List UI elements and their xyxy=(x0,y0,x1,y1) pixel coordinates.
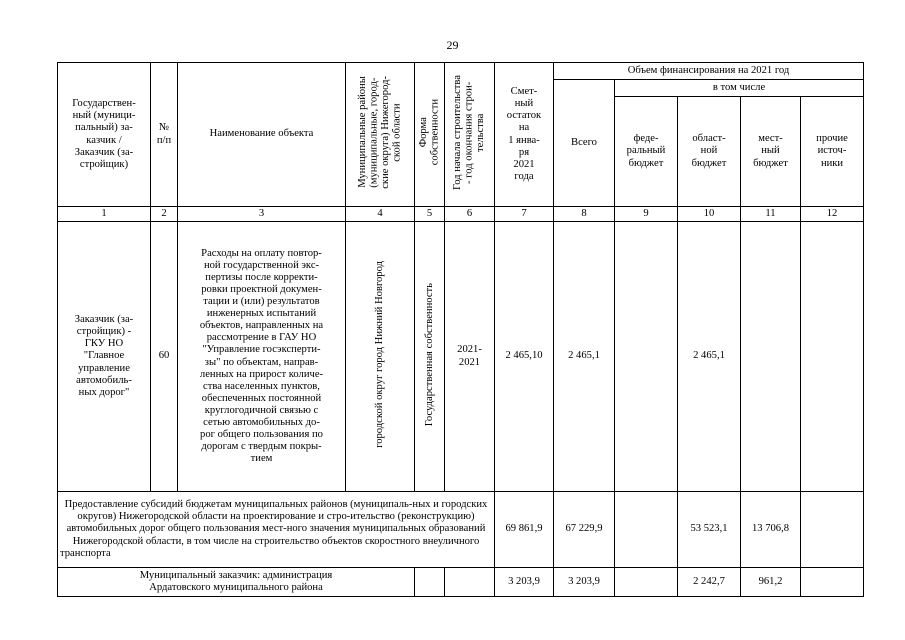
row60-total: 2 465,1 xyxy=(554,222,615,492)
ardatov-local: 961,2 xyxy=(741,568,801,597)
header-total: Всего xyxy=(554,80,615,207)
row60-number: 60 xyxy=(151,222,178,492)
subsidies-description: Предоставление субсидий бюджетам муниципальных районов (муниципаль-ных и городских округов) Нижегородской области на проектирование и стро-ительство (реконструкцию) автомобильных дорог общего пользования мест-ного значения муниципальных образований Нижегородской области, в том числе на строительство объектов скоростного внеуличного транспорта xyxy=(58,492,495,568)
row60-years: 2021- 2021 xyxy=(445,222,495,492)
row60-regional: 2 465,1 xyxy=(678,222,741,492)
header-regional-budget: област- ной бюджет xyxy=(678,97,741,207)
row60-local xyxy=(741,222,801,492)
column-number: 10 xyxy=(678,207,741,222)
row60-customer: Заказчик (за- стройщик) - ГКУ НО "Главное управление автомобиль- ных дорог" xyxy=(58,222,151,492)
header-federal-budget: феде- ральный бюджет xyxy=(615,97,678,207)
financing-table xyxy=(57,62,864,597)
ardatov-estimate-balance: 3 203,9 xyxy=(495,568,554,597)
ardatov-federal xyxy=(615,568,678,597)
column-number: 5 xyxy=(415,207,445,222)
column-number: 6 xyxy=(445,207,495,222)
column-number: 8 xyxy=(554,207,615,222)
row60-estimate-balance: 2 465,10 xyxy=(495,222,554,492)
ardatov-years-empty xyxy=(445,568,495,597)
header-other-sources: прочие источ- ники xyxy=(801,97,864,207)
row60-other xyxy=(801,222,864,492)
ardatov-total: 3 203,9 xyxy=(554,568,615,597)
header-districts: Муниципальные районы (муниципальные, город- ские округа) Нижегород- ской области xyxy=(346,63,415,207)
header-local-budget: мест- ный бюджет xyxy=(741,97,801,207)
column-number: 12 xyxy=(801,207,864,222)
column-number: 1 xyxy=(58,207,151,222)
subsidies-other xyxy=(801,492,864,568)
column-number: 4 xyxy=(346,207,415,222)
header-financing-title: Объем финансирования на 2021 год xyxy=(554,63,864,80)
subsidies-federal xyxy=(615,492,678,568)
row60-object-name: Расходы на оплату повтор- ной государственной экс- пертизы после корректи- ровки проектной докумен- тации и (или) результатов инженерных испытаний объектов, направленных на рассмотрение в ГАУ НО "Управление госэксперти- зы" по объектам, направ- ленных на прирост количе- ства населенных пунктов, обеспеченных постоянной круглогодичной связью с сетью автомобильных до- рог общего пользования по дорогам с твердым покры- тием xyxy=(178,222,346,492)
header-construction-years: Год начала строительства - год окончания строи- тельства xyxy=(445,63,495,207)
subsidies-total: 67 229,9 xyxy=(554,492,615,568)
header-including: в том числе xyxy=(615,80,864,97)
ardatov-regional: 2 242,7 xyxy=(678,568,741,597)
row60-district: городской округ город Нижний Новгород xyxy=(346,222,415,492)
column-number: 2 xyxy=(151,207,178,222)
header-object-name: Наименование объекта xyxy=(178,63,346,207)
column-number: 11 xyxy=(741,207,801,222)
column-number: 7 xyxy=(495,207,554,222)
column-number: 3 xyxy=(178,207,346,222)
row60-federal xyxy=(615,222,678,492)
subsidies-regional: 53 523,1 xyxy=(678,492,741,568)
header-item-number: № п/п xyxy=(151,63,178,207)
subsidies-estimate-balance: 69 861,9 xyxy=(495,492,554,568)
ardatov-customer: Муниципальный заказчик: администрация Ардатовского муниципального района xyxy=(58,568,415,597)
header-estimate-balance: Смет- ный остаток на 1 янва- ря 2021 года xyxy=(495,63,554,207)
header-ownership-form: Форма собственности xyxy=(415,63,445,207)
row60-ownership: Государственная собственность xyxy=(415,222,445,492)
ardatov-other xyxy=(801,568,864,597)
page-number: 29 xyxy=(446,38,459,52)
column-number: 9 xyxy=(615,207,678,222)
header-customer: Государствен- ный (муници- пальный) за- казчик / Заказчик (за- стройщик) xyxy=(58,63,151,207)
ardatov-ownership-empty xyxy=(415,568,445,597)
subsidies-local: 13 706,8 xyxy=(741,492,801,568)
